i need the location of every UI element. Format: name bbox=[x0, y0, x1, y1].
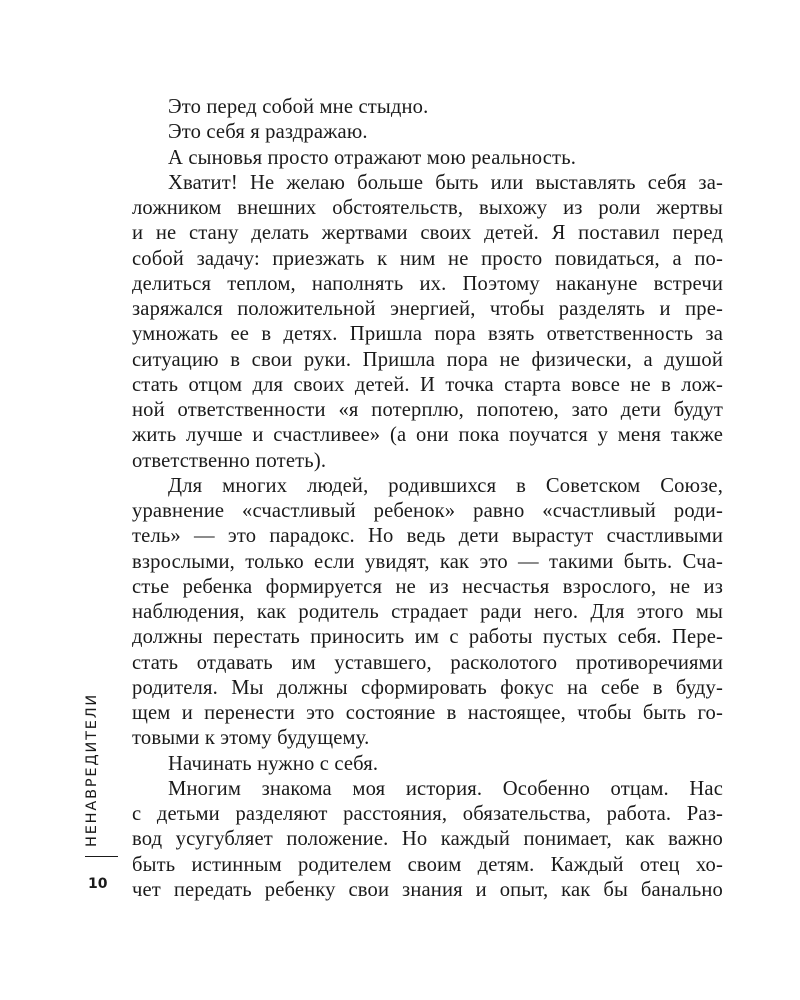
text-line: умножать ее в детях. Пришла пора взять ответственность за bbox=[132, 323, 723, 346]
text-line: стать отдавать им уставшего, расколотого противоречиями bbox=[132, 651, 723, 674]
text-line: Начинать нужно с себя. bbox=[168, 752, 379, 775]
text-line: ной ответственности «я потерплю, попотею, зато дети будут bbox=[132, 399, 723, 421]
text-line: товыми к этому будущему. bbox=[132, 727, 370, 750]
text-line: стать отцом для своих детей. И точка старта вовсе не в лож- bbox=[132, 373, 723, 396]
text-line: делиться теплом, наполнять их. Поэтому накануне встречи bbox=[132, 272, 723, 295]
text-line: собой задачу: приезжать к ним не просто повидаться, а по- bbox=[132, 247, 723, 270]
text-line: щем и перенести это состояние в настоящее, чтобы быть го- bbox=[132, 702, 723, 724]
text-line: должны перестать приносить им с работы пустых себя. Пере- bbox=[132, 626, 723, 649]
text-line: А сыновья просто отражают мою реальность. bbox=[168, 146, 577, 169]
text-line: Хватит! Не желаю больше быть или выставлять себя за- bbox=[168, 171, 723, 194]
page-number: 10 bbox=[88, 876, 108, 892]
text-line: взрослыми, только если увидят, как это — такими быть. Сча- bbox=[132, 550, 723, 573]
text-line: наблюдения, как родитель страдает ради него. Для этого мы bbox=[132, 601, 723, 623]
text-line: Для многих людей, родившихся в Советском Союзе, bbox=[168, 474, 723, 497]
text-line: заряжался положительной энергией, чтобы разделять и пре- bbox=[132, 298, 723, 320]
text-line: стье ребенка формируется не из несчастья взрослого, не из bbox=[132, 575, 723, 598]
text-line: Это перед собой мне стыдно. bbox=[168, 96, 429, 118]
text-line: Многим знакома моя история. Особенно отцам. Нас bbox=[168, 777, 723, 800]
text-line: с детьми разделяют расстояния, обязательства, работа. Раз- bbox=[132, 803, 723, 825]
text-line: Это себя я раздражаю. bbox=[168, 121, 368, 144]
text-line: ситуацию в свои руки. Пришла пора не физически, а душой bbox=[132, 348, 723, 371]
text-line: тель» — это парадокс. Но ведь дети вырастут счастливыми bbox=[132, 525, 723, 548]
body-text bbox=[132, 95, 723, 903]
text-line: быть истинным родителем своим детям. Каждый отец хо- bbox=[132, 853, 723, 876]
text-line: ложником внешних обстоятельств, выхожу из роли жертвы bbox=[132, 197, 723, 219]
text-line: вод усугубляет положение. Но каждый понимает, как важно bbox=[132, 828, 723, 851]
text-line: и не стану делать жертвами своих детей. Я поставил перед bbox=[132, 222, 723, 245]
text-line: жить лучше и счастливее» (а они пока поучатся у меня также bbox=[132, 424, 723, 447]
text-line: родителя. Мы должны сформировать фокус на себе в буду- bbox=[132, 676, 723, 699]
text-line: уравнение «счастливый ребенок» равно «счастливый роди- bbox=[132, 500, 723, 522]
running-head: НЕНАВРЕДИТЕЛИ bbox=[84, 692, 100, 847]
text-line: чет передать ребенку свои знания и опыт, как бы банально bbox=[132, 878, 723, 901]
running-head-rule bbox=[85, 856, 118, 857]
text-line: ответственно потеть). bbox=[132, 449, 327, 472]
